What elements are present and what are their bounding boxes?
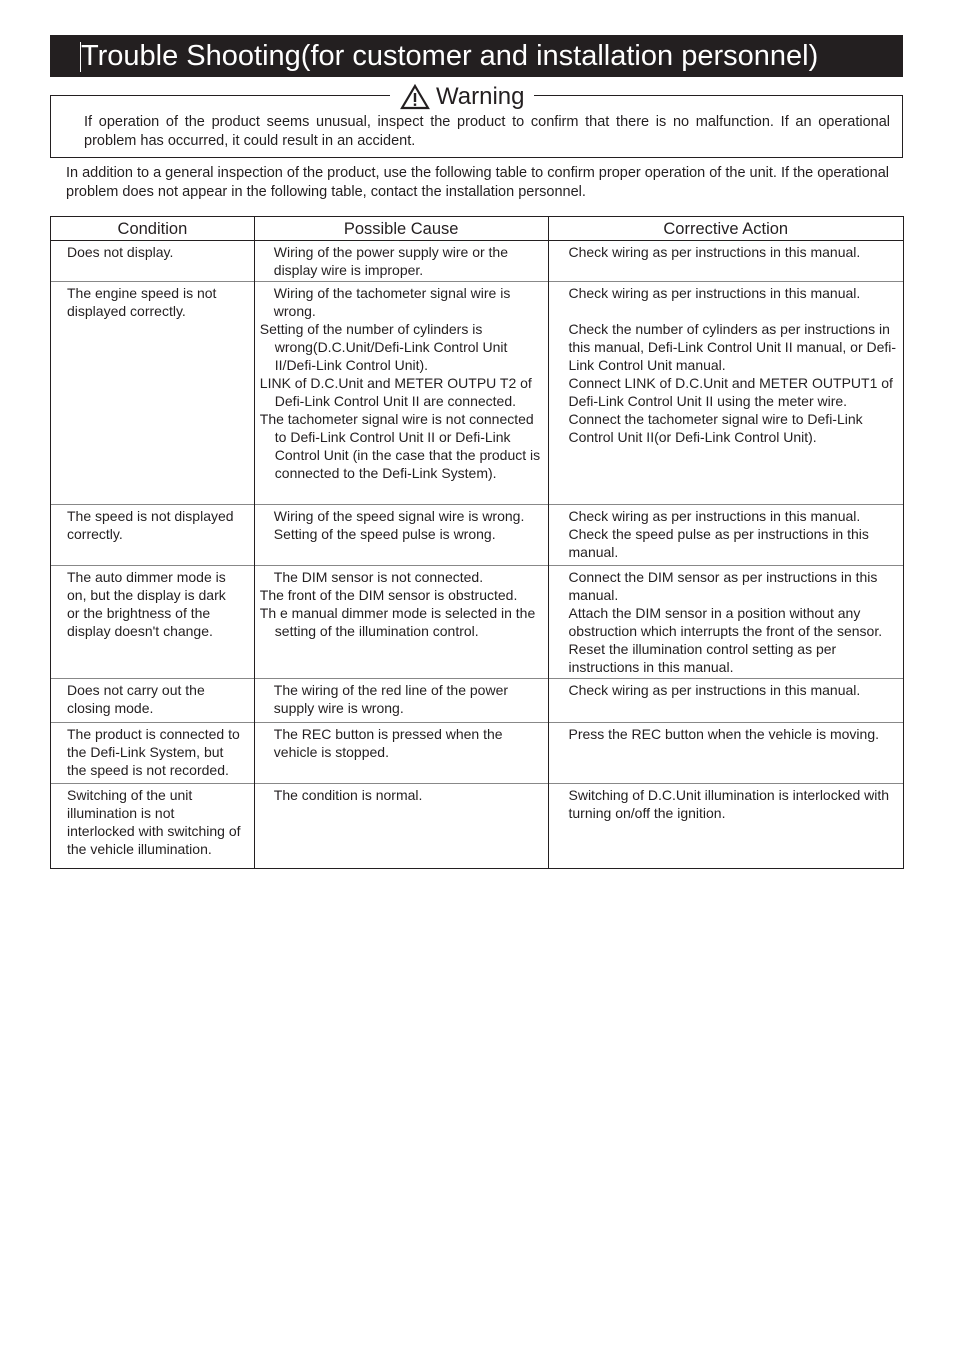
action-item: Connect LINK of D.C.Unit and METER OUTPUT1 of Defi-Link Control Unit II using the meter wire.	[568, 375, 893, 409]
cause-item: The front of the DIM sensor is obstructed.	[259, 587, 518, 603]
condition-text: the vehicle illumination.	[67, 841, 212, 857]
condition-text: Switching of the unit	[67, 787, 193, 803]
table-row	[51, 282, 904, 505]
condition-text: display doesn't change.	[67, 623, 213, 639]
condition-text: interlocked with switching of	[67, 823, 241, 839]
condition-text: The speed is not displayed	[67, 508, 234, 524]
warning-text: If operation of the product seems unusual, inspect the product to confirm that there is no malfunction. If an operational problem has occurred, it could result in an accident.	[84, 114, 890, 149]
action-cell	[548, 723, 904, 784]
cause-item: Setting of the number of cylinders is wrong(D.C.Unit/Defi-Link Control Unit II/Defi-Link Control Unit).	[259, 321, 508, 373]
action-spacer	[569, 302, 900, 320]
condition-text: or the brightness of the	[67, 605, 211, 621]
action-item: Connect the tachometer signal wire to Defi-Link Control Unit II(or Defi-Link Control Unit).	[568, 411, 863, 445]
cause-cell	[254, 679, 548, 723]
condition-cell	[51, 241, 255, 282]
cause-item: LINK of D.C.Unit and METER OUTPU T2 of Defi-Link Control Unit II are connected.	[259, 375, 532, 409]
table-row	[51, 679, 904, 723]
condition-cell	[51, 784, 255, 869]
condition-text: the Defi-Link System, but	[67, 744, 224, 760]
condition-text: Does not carry out the	[67, 682, 205, 698]
condition-text: The product is connected to	[67, 726, 240, 742]
condition-cell	[51, 505, 255, 566]
condition-cell	[51, 679, 255, 723]
cause-item: The wiring of the red line of the power supply wire is wrong.	[273, 682, 509, 716]
cause-cell	[254, 241, 548, 282]
condition-text: illumination is not	[67, 805, 175, 821]
condition-text: the speed is not recorded.	[67, 762, 229, 778]
table-row	[51, 784, 904, 869]
condition-cell	[51, 566, 255, 679]
table-row	[51, 241, 904, 282]
table-row	[51, 723, 904, 784]
condition-text: The engine speed is not	[67, 285, 217, 301]
action-item: Press the REC button when the vehicle is moving.	[568, 726, 879, 742]
condition-text: displayed correctly.	[67, 303, 186, 319]
table-header-row	[51, 217, 904, 241]
warning-title: Warning	[436, 83, 525, 110]
cause-item: Wiring of the power supply wire or the display wire is improper.	[273, 244, 508, 278]
header-corrective-action: Corrective Action	[548, 217, 904, 241]
action-item: Reset the illumination control setting as per instructions in this manual.	[568, 641, 837, 675]
action-cell	[548, 679, 904, 723]
troubleshooting-table	[50, 216, 904, 869]
table-row	[51, 566, 904, 679]
warning-heading	[390, 82, 534, 112]
cause-cell	[254, 784, 548, 869]
cause-cell	[254, 505, 548, 566]
action-item: Switching of D.C.Unit illumination is interlocked with turning on/off the ignition.	[568, 787, 890, 821]
action-cell	[548, 784, 904, 869]
condition-text: The auto dimmer mode is	[67, 569, 226, 585]
cause-cell	[254, 566, 548, 679]
action-item: Check the number of cylinders as per instructions in this manual, Defi-Link Control Unit II manual, or Defi-Link Control Unit manual.	[568, 321, 897, 373]
cause-item: Wiring of the tachometer signal wire is wrong.	[273, 285, 511, 319]
cause-cell	[254, 723, 548, 784]
cause-item: The tachometer signal wire is not connected to Defi-Link Control Unit II or Defi-Link Control Unit (in the case that the product is connected to the Defi-Link System).	[259, 411, 541, 481]
action-item: Check wiring as per instructions in this manual.	[568, 285, 861, 301]
condition-text: correctly.	[67, 526, 123, 542]
condition-text: on, but the display is dark	[67, 587, 226, 603]
cause-item: Th e manual dimmer mode is selected in the setting of the illumination control.	[259, 605, 536, 639]
action-item: Connect the DIM sensor as per instructions in this manual.	[568, 569, 878, 603]
header-possible-cause: Possible Cause	[254, 217, 548, 241]
action-cell	[548, 505, 904, 566]
cause-item: Setting of the speed pulse is wrong.	[273, 526, 496, 542]
cause-item: The DIM sensor is not connected.	[273, 569, 484, 585]
table-row	[51, 505, 904, 566]
title-bar	[50, 35, 903, 77]
condition-cell	[51, 282, 255, 505]
condition-text: Does not display.	[67, 244, 174, 260]
action-cell	[548, 566, 904, 679]
page-title: Trouble Shooting(for customer and installation personnel)	[81, 40, 819, 72]
cause-item: The REC button is pressed when the vehicle is stopped.	[273, 726, 503, 760]
cause-cell	[254, 282, 548, 505]
action-item: Check wiring as per instructions in this manual.	[568, 508, 861, 524]
cause-item: Wiring of the speed signal wire is wrong.	[273, 508, 525, 524]
header-condition: Condition	[51, 217, 255, 241]
action-item: Attach the DIM sensor in a position without any obstruction which interrupts the front of the sensor.	[568, 605, 883, 639]
cause-item: The condition is normal.	[273, 787, 423, 803]
action-cell	[548, 241, 904, 282]
action-item: Check wiring as per instructions in this manual.	[568, 244, 861, 260]
intro-paragraph: In addition to a general inspection of the product, use the following table to confirm proper operation of the unit. If the operational problem does not appear in the following table, contact the installation personnel.	[66, 165, 890, 200]
warning-triangle-icon	[400, 84, 430, 110]
action-cell	[548, 282, 904, 505]
action-item: Check the speed pulse as per instructions in this manual.	[568, 526, 869, 560]
action-item: Check wiring as per instructions in this manual.	[568, 682, 861, 698]
condition-cell	[51, 723, 255, 784]
condition-text: closing mode.	[67, 700, 154, 716]
